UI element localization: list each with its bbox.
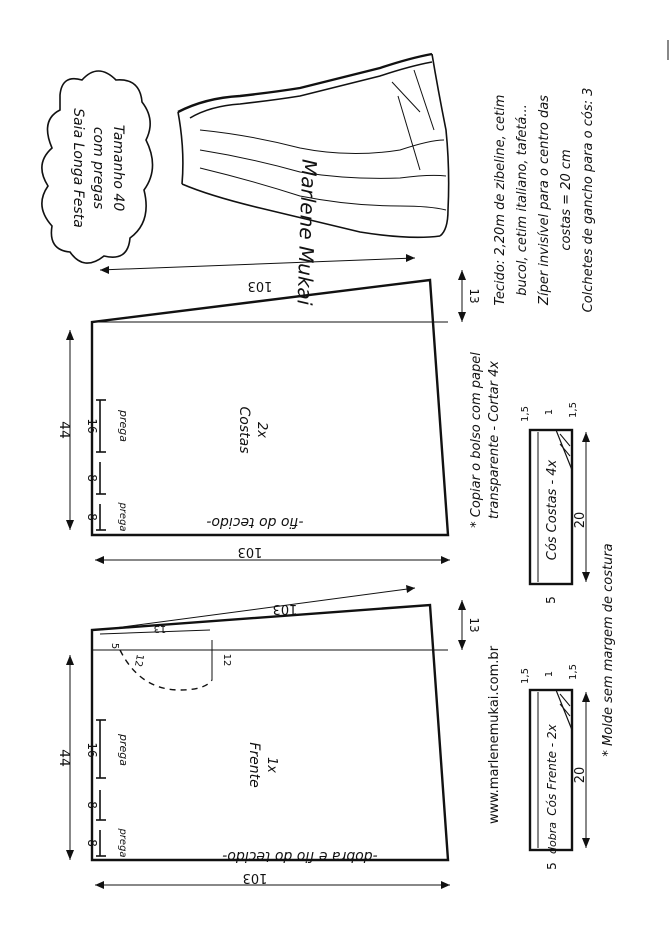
frente-grain: -dobra e fio do tecido- <box>222 848 378 864</box>
cos-costas-piece <box>520 402 590 604</box>
frente-label: Frente <box>246 742 262 788</box>
costas-height: 44 <box>56 421 72 439</box>
cos-frente-end-3: 1,5 <box>568 664 579 680</box>
title-line-2: com pregas <box>90 126 106 210</box>
svg-text:Zíper invisível para o centro: Zíper invisível para o centro das <box>537 95 552 305</box>
cos-frente-piece <box>520 664 590 870</box>
cos-frente-width: 5 <box>545 862 559 870</box>
svg-text:Tecido: 2,20m de zibeline, cet: Tecido: 2,20m de zibeline, cetim <box>493 94 508 306</box>
svg-text:transparente - Cortar 4x: transparente - Cortar 4x <box>487 360 502 520</box>
frente-bottom-width: 103 <box>242 870 268 885</box>
cos-costas-end-3: 1,5 <box>568 402 579 418</box>
costas-top-dim <box>100 258 415 270</box>
materials-note <box>493 88 596 313</box>
costas-label: Costas <box>236 406 252 454</box>
costas-pleat-3: 8 <box>85 513 99 521</box>
cos-frente-length: 20 <box>573 766 588 784</box>
frente-pocket-b: 13 <box>153 623 167 634</box>
costas-count: 2x <box>254 422 269 438</box>
frente-outline <box>92 605 448 860</box>
frente-prega-a: prega <box>117 734 130 766</box>
frente-hem-rise: 13 <box>467 617 481 633</box>
costas-top-width: 103 <box>247 278 273 293</box>
costas-outline <box>92 280 448 535</box>
costas-prega-b: prega <box>117 502 128 532</box>
costas-piece <box>56 254 481 564</box>
frente-pleat-1: 16 <box>85 742 99 758</box>
costas-grain: -fio do tecido- <box>206 514 304 530</box>
title-line-1: Saia Longa Festa <box>70 108 86 228</box>
note-no-seam-allowance <box>601 543 616 756</box>
cos-frente-fold: dobra <box>546 822 559 854</box>
frente-piece <box>56 585 481 889</box>
cos-frente-end-2: 1 <box>544 670 555 678</box>
frente-top-width: 103 <box>272 601 298 616</box>
frente-count: 1x <box>264 757 279 773</box>
svg-text:* Copiar o bolso com papel: * Copiar o bolso com papel <box>469 352 484 528</box>
cos-costas-end-2: 1 <box>544 408 555 416</box>
cos-frente-label: Cós Frente - 2x <box>545 724 559 816</box>
frente-pocket-a: 5 <box>109 642 120 650</box>
costas-pleat-2: 8 <box>85 474 99 482</box>
svg-text:* Molde sem margem de costura: * Molde sem margem de costura <box>601 543 616 757</box>
svg-text:bucol, cetim italiano, tafetá.: bucol, cetim italiano, tafetá... <box>515 104 530 296</box>
frente-prega-b: prega <box>117 828 128 858</box>
svg-text:Colchetes de gancho para o cós: Colchetes de gancho para o cós: 3 <box>581 87 596 313</box>
note-copy-pocket <box>469 352 502 528</box>
title-line-3: Tamanho 40 <box>110 124 126 212</box>
frente-pleat-2: 8 <box>85 801 99 809</box>
svg-text:Marlene Mukai: Marlene Mukai <box>292 158 322 306</box>
cos-costas-length: 20 <box>573 511 588 529</box>
frente-pocket-c: 12 <box>131 653 145 668</box>
frente-pleat-3: 8 <box>85 839 99 847</box>
svg-text:www.marlenemukai.com.br: www.marlenemukai.com.br <box>487 645 502 825</box>
svg-text:costas = 20 cm: costas = 20 cm <box>559 149 574 251</box>
website <box>487 645 502 824</box>
frente-pocket-d: 12 <box>221 653 232 667</box>
frente-height: 44 <box>56 749 72 767</box>
costas-bottom-width: 103 <box>237 544 263 559</box>
costas-prega-a: prega <box>117 410 130 442</box>
signature <box>292 159 321 306</box>
cos-costas-width: 5 <box>544 596 558 604</box>
cos-costas-label: Cós Costas - 4x <box>545 459 560 561</box>
costas-hem-rise: 13 <box>467 288 481 304</box>
cos-costas-end-1: 1,5 <box>520 406 531 422</box>
cos-frente-end-1: 1,5 <box>520 668 531 684</box>
costas-pleat-1: 16 <box>85 418 99 434</box>
